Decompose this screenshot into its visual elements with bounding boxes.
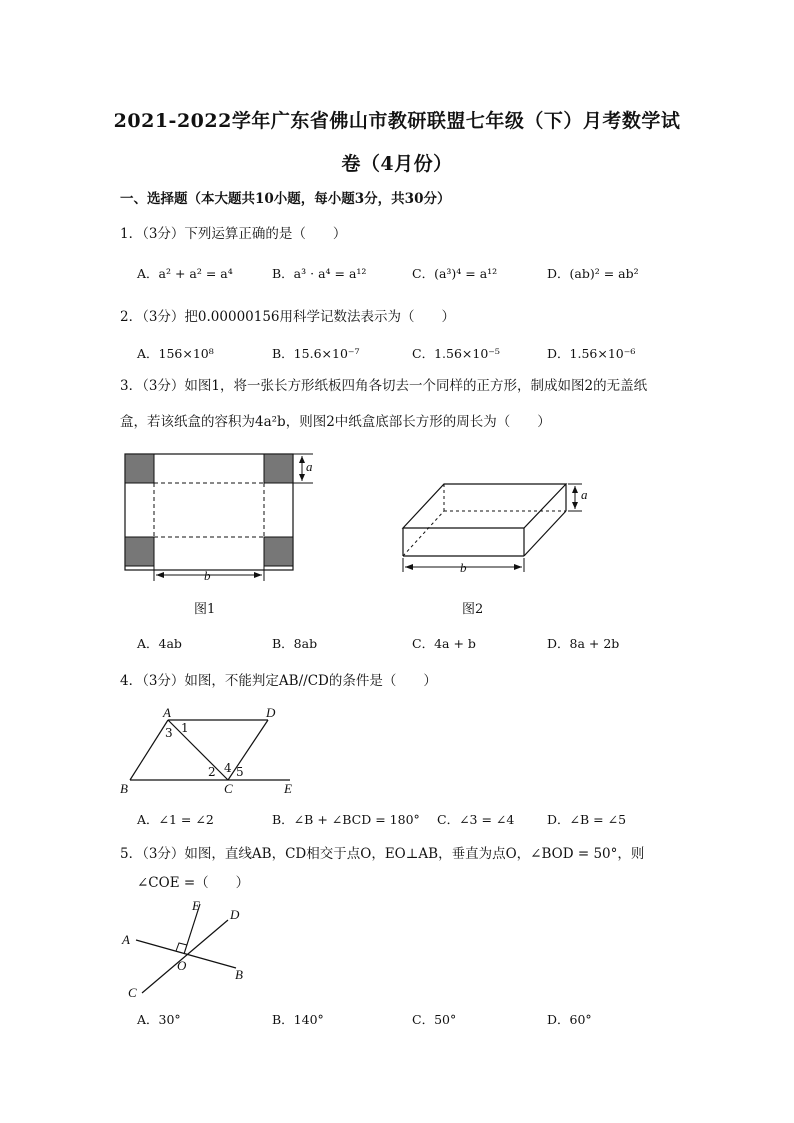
q5-label-E: E	[192, 898, 200, 913]
figure-2-label-a: a	[581, 487, 588, 502]
paper-title-line1: 2021-2022学年广东省佛山市教研联盟七年级（下）月考数学试	[113, 110, 681, 132]
question-3-option-d: D．8a + 2b	[547, 636, 620, 651]
figure-1-label-b: b	[204, 568, 211, 583]
question-3-option-b: B．8ab	[272, 636, 318, 651]
q5-label-O: O	[177, 958, 187, 973]
question-5-option-d: D．60°	[547, 1012, 592, 1027]
figure-1-cardboard	[118, 448, 328, 588]
question-4-option-c: C．∠3 = ∠4	[437, 812, 515, 827]
q5-label-D: D	[230, 907, 240, 922]
question-2-option-c: C．1.56×10⁻⁵	[412, 346, 500, 361]
question-4-stem: 4．（3分）如图，不能判定AB//CD的条件是（ ）	[120, 673, 437, 689]
question-3-option-a: A．4ab	[137, 636, 182, 651]
question-1-option-a: A．a² + a² = a⁴	[137, 266, 233, 281]
q4-angle-5: 5	[236, 765, 244, 779]
question-1-option-b: B．a³ · a⁴ = a¹²	[272, 266, 367, 281]
q4-label-D: D	[266, 705, 276, 720]
question-1-stem: 1．（3分）下列运算正确的是（ ）	[120, 226, 347, 242]
question-4-option-d: D．∠B = ∠5	[547, 812, 627, 827]
question-3-option-c: C．4a + b	[412, 636, 476, 651]
question-4-option-a: A．∠1 = ∠2	[137, 812, 214, 827]
q4-angle-4: 4	[224, 761, 232, 775]
section-header: 一、选择题（本大题共10小题，每小题3分，共30分）	[120, 191, 451, 207]
q4-label-C: C	[224, 781, 233, 796]
q5-label-B: B	[235, 967, 243, 982]
question-2-option-a: A．156×10⁸	[137, 346, 214, 361]
q4-label-A: A	[163, 705, 171, 720]
q4-angle-1: 1	[181, 721, 189, 735]
figure-2-caption: 图2	[462, 602, 484, 617]
q4-angle-2: 2	[208, 765, 216, 779]
q4-angle-3: 3	[165, 726, 173, 740]
question-2-option-b: B．15.6×10⁻⁷	[272, 346, 360, 361]
question-2-option-d: D．1.56×10⁻⁶	[547, 346, 636, 361]
question-3-stem-line2: 盒，若该纸盒的容积为4a²b，则图2中纸盒底部长方形的周长为（ ）	[120, 414, 551, 430]
question-2-stem: 2．（3分）把0.00000156用科学记数法表示为（ ）	[120, 309, 456, 325]
q4-label-B: B	[120, 781, 128, 796]
question-4-option-b: B．∠B + ∠BCD = 180°	[272, 812, 420, 827]
q5-label-A: A	[122, 932, 130, 947]
figure-2-open-box	[396, 478, 596, 578]
question-5-option-b: B．140°	[272, 1012, 324, 1027]
paper-title-line2: 卷（4月份）	[341, 153, 453, 175]
figure-1-caption: 图1	[194, 602, 216, 617]
question-5-stem-line2: ∠COE =（ ）	[137, 875, 250, 891]
figure-2-label-b: b	[460, 560, 467, 575]
question-4-figure	[118, 702, 308, 798]
q5-label-C: C	[128, 985, 137, 1000]
q4-label-E: E	[284, 781, 292, 796]
question-1-option-d: D．(ab)² = ab²	[547, 266, 639, 281]
question-5-stem-line1: 5．（3分）如图，直线AB，CD相交于点O，EO⊥AB，垂直为点O，∠BOD = 50°，则	[120, 846, 645, 862]
figure-1-label-a: a	[306, 459, 313, 474]
question-3-stem-line1: 3．（3分）如图1，将一张长方形纸板四角各切去一个同样的正方形，制成如图2的无盖纸	[120, 378, 648, 394]
question-1-option-c: C．(a³)⁴ = a¹²	[412, 266, 498, 281]
question-5-option-a: A．30°	[137, 1012, 181, 1027]
question-5-option-c: C．50°	[412, 1012, 457, 1027]
